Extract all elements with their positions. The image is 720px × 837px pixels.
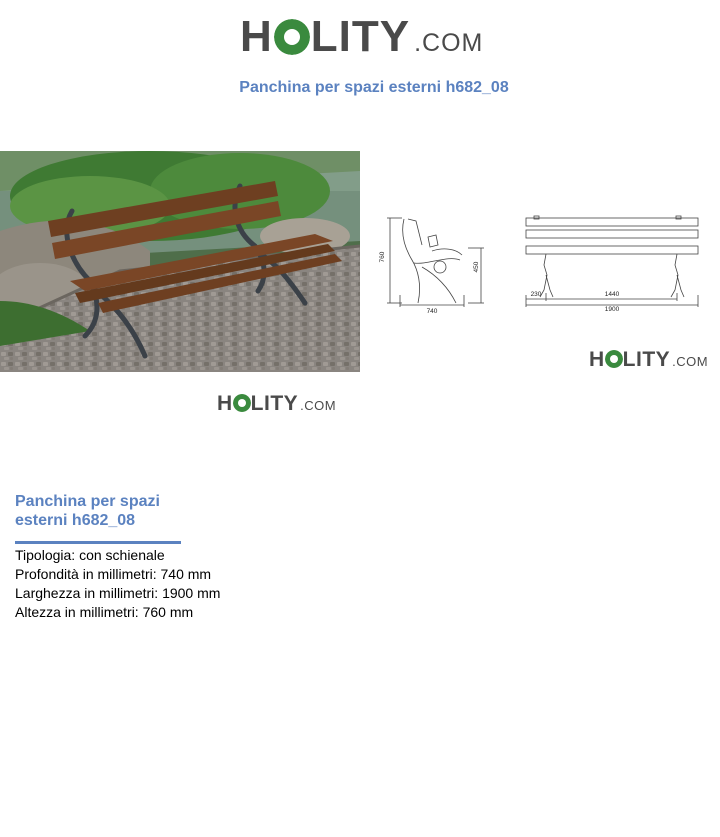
logo-text-h: H	[240, 12, 273, 61]
logo-text-h: H	[589, 348, 605, 371]
holity-o-mark-icon	[605, 350, 623, 368]
photo-watermark-logo	[217, 392, 336, 416]
dim-leg-offset: 230	[530, 291, 542, 298]
spec-value: 740 mm	[160, 566, 212, 582]
spec-row-larghezza	[15, 584, 220, 603]
dim-depth: 740	[426, 308, 438, 313]
logo-text-domain: .COM	[300, 398, 337, 413]
drawing-watermark-logo	[589, 348, 708, 372]
product-name-line2: esterni h682_08	[15, 512, 136, 529]
spec-value: con schienale	[79, 547, 165, 563]
logo-text-lity: LITY	[310, 12, 411, 61]
spec-value: 760 mm	[142, 604, 194, 620]
technical-drawing	[378, 205, 708, 313]
logo-text-lity: LITY	[622, 348, 671, 371]
dim-seat-height: 450	[473, 261, 480, 273]
product-name-line1: Panchina per spazi	[15, 493, 160, 510]
holity-logo[interactable]	[240, 12, 483, 62]
holity-o-mark-icon	[233, 394, 251, 412]
holity-o-mark-icon	[274, 19, 310, 55]
dim-height: 760	[379, 251, 386, 263]
logo-text-h: H	[217, 392, 233, 415]
spec-label: Altezza in millimetri:	[15, 604, 139, 620]
logo-text-domain: .COM	[672, 354, 709, 369]
product-photo	[0, 151, 360, 372]
divider	[15, 541, 181, 544]
spec-label: Profondità in millimetri:	[15, 566, 157, 582]
spec-list	[15, 546, 220, 622]
product-name	[15, 492, 215, 530]
dim-leg-span: 1440	[604, 291, 620, 298]
spec-row-profondita	[15, 565, 220, 584]
logo-text-domain: .COM	[414, 29, 484, 57]
dim-width: 1900	[604, 306, 620, 313]
spec-value: 1900 mm	[162, 585, 221, 601]
page-title: Panchina per spazi esterni h682_08	[239, 79, 509, 96]
spec-label: Tipologia:	[15, 547, 76, 563]
spec-row-altezza	[15, 603, 220, 622]
logo-text-lity: LITY	[250, 392, 299, 415]
spec-label: Larghezza in millimetri:	[15, 585, 159, 601]
spec-row-tipologia	[15, 546, 220, 565]
